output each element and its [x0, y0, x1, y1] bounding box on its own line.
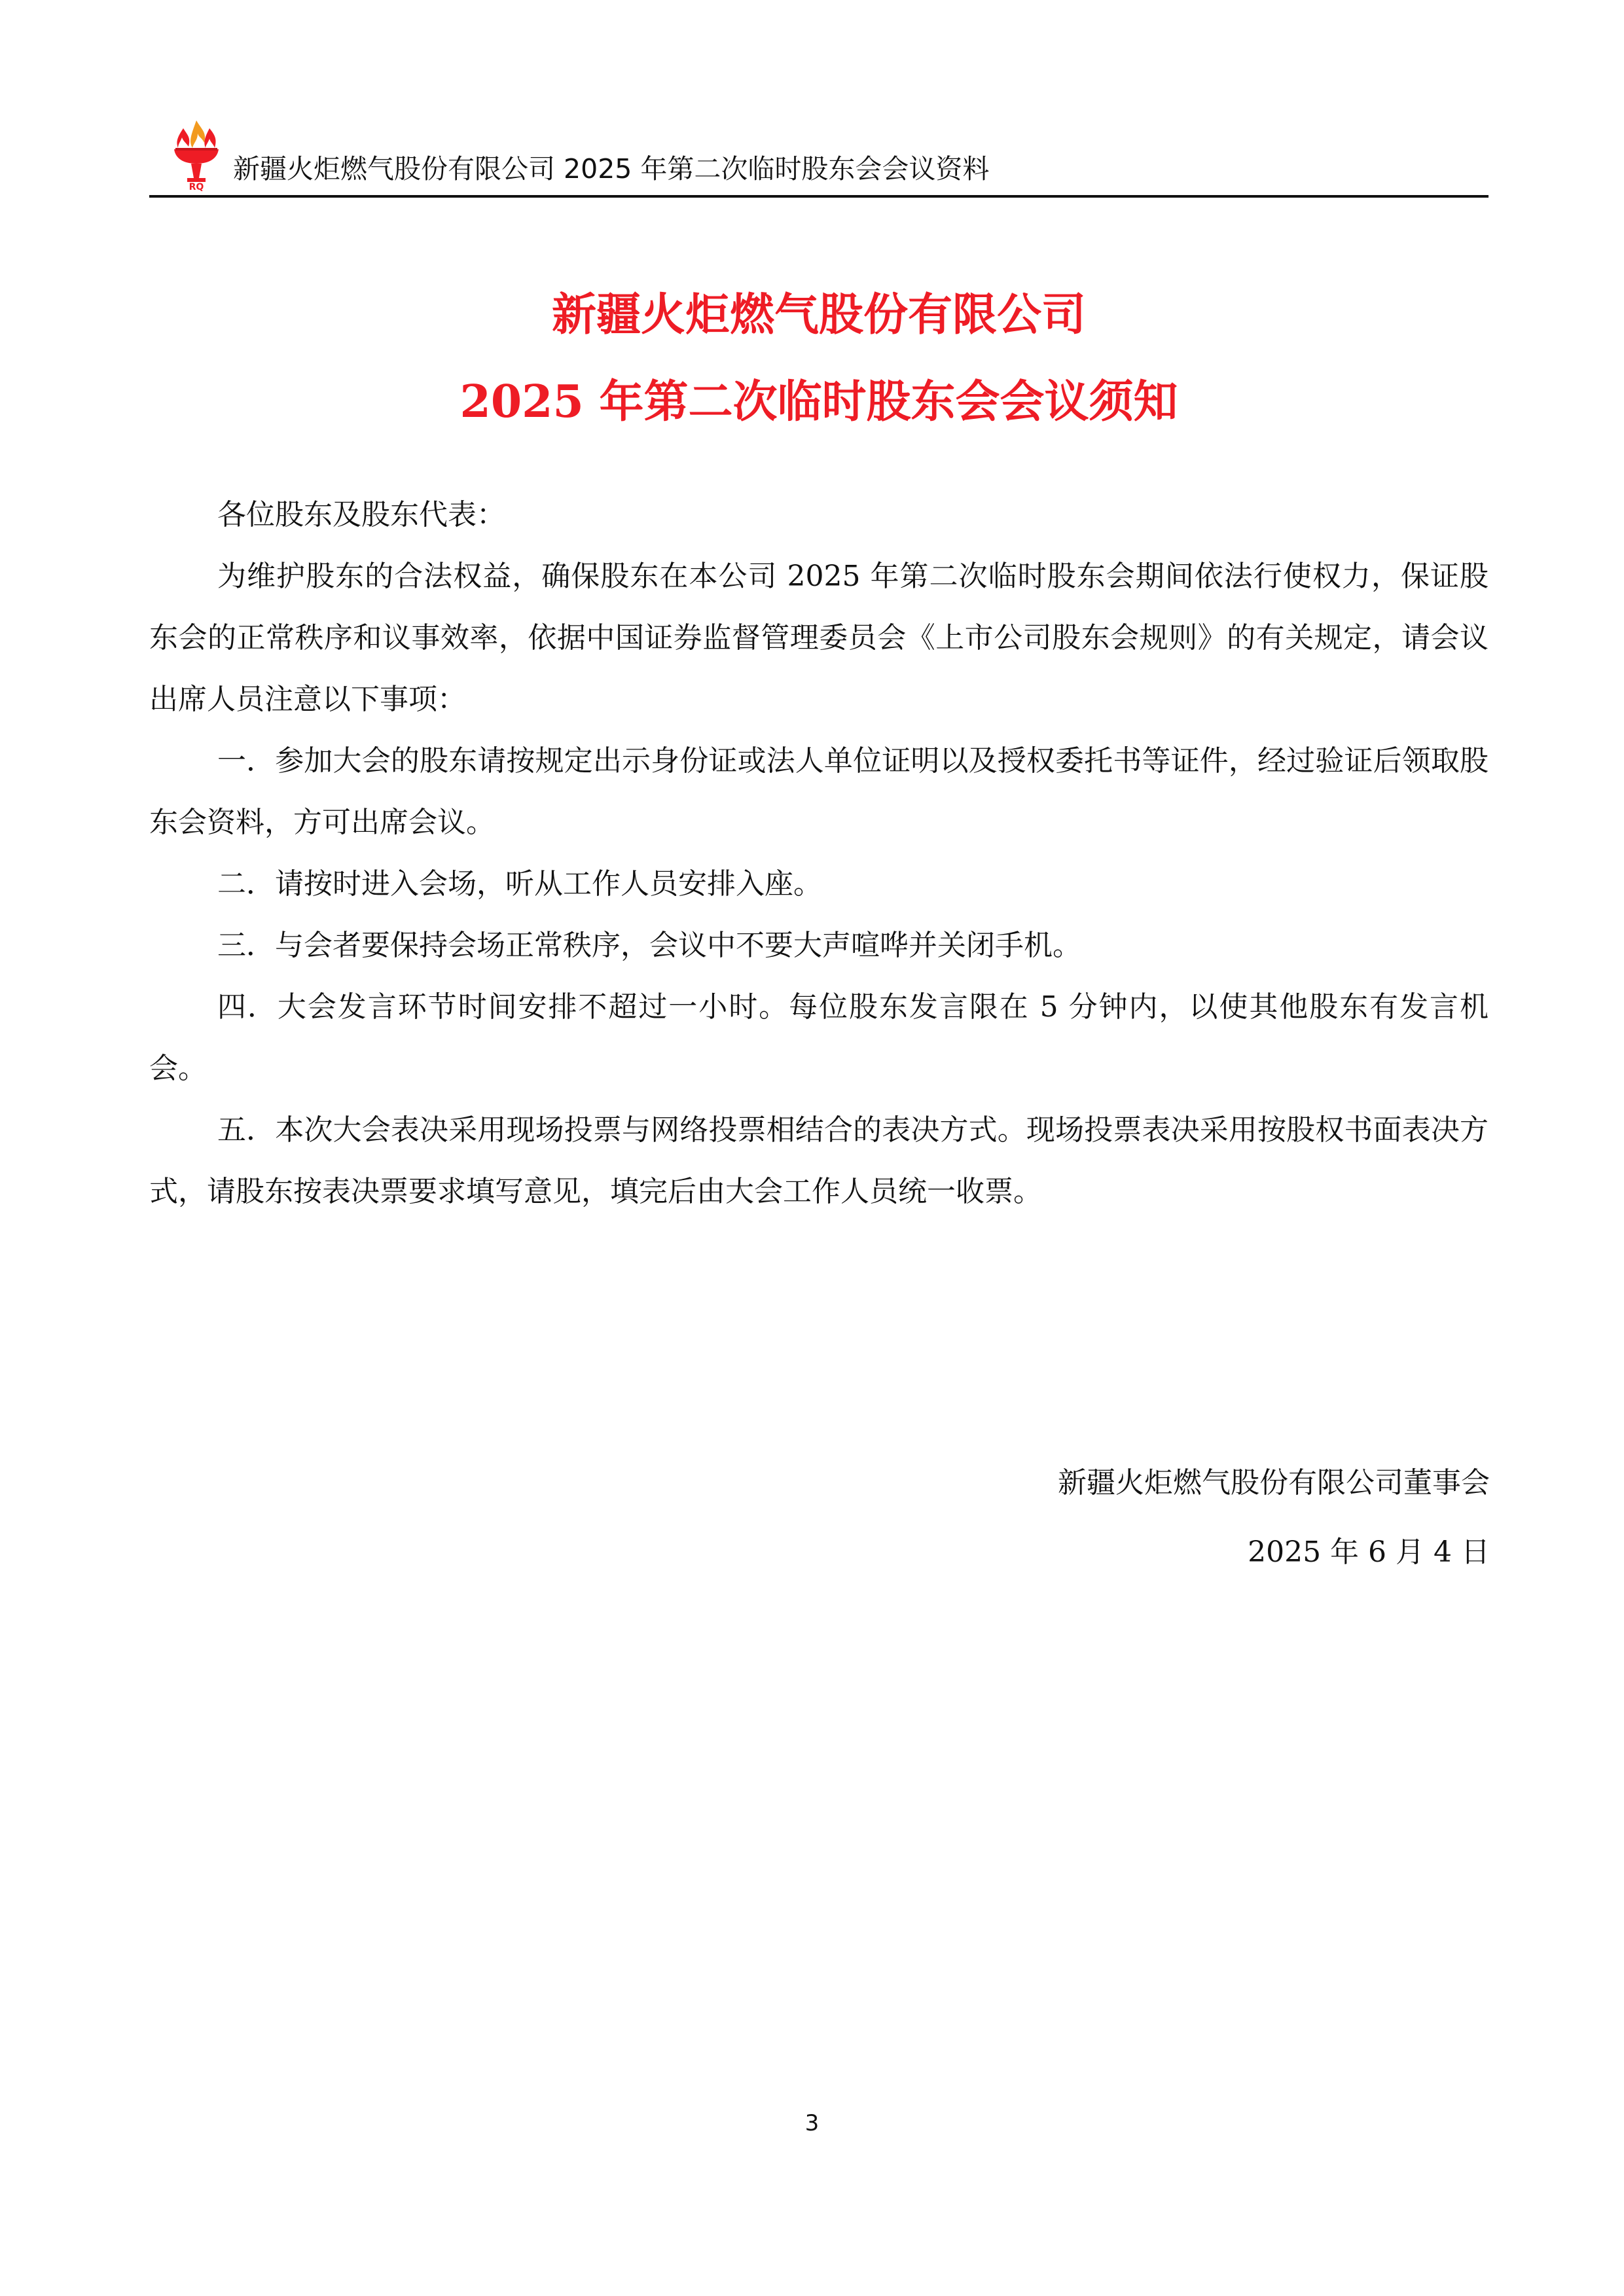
page-header	[149, 110, 1489, 199]
header-divider	[149, 195, 1489, 198]
notice-item-2: 二．请按时进入会场，听从工作人员安排入座。	[217, 867, 822, 901]
document-title-line1: 新疆火炬燃气股份有限公司	[551, 289, 1086, 341]
notice-item-5: 五．本次大会表决采用现场投票与网络投票相结合的表决方式。现场投票表决采用按股权书面表决方式，请股东按表决票要求填写意见，填完后由大会工作人员统一收票。	[149, 1113, 1489, 1208]
document-title-line2: 2025 年第二次临时股东会会议须知	[460, 376, 1178, 428]
issuer-name: 新疆火炬燃气股份有限公司董事会	[1058, 1466, 1490, 1499]
signature-block	[835, 1448, 1490, 1587]
issue-date: 2025 年 6 月 4 日	[1248, 1535, 1490, 1569]
notice-item-1: 一．参加大会的股东请按规定出示身份证或法人单位证明以及授权委托书等证件，经过验证后领取股东会资料，方可出席会议。	[149, 744, 1489, 839]
torch-logo-icon	[169, 118, 224, 191]
greeting: 各位股东及股东代表：	[217, 498, 505, 531]
page-number: 3	[804, 2110, 820, 2136]
notice-item-3: 三．与会者要保持会场正常秩序，会议中不要大声喧哗并关闭手机。	[217, 929, 1081, 962]
svg-text:RQ: RQ	[189, 182, 204, 191]
header-title: 新疆火炬燃气股份有限公司 2025 年第二次临时股东会会议资料	[233, 153, 990, 185]
document-body	[149, 484, 1489, 1223]
intro-paragraph: 为维护股东的合法权益，确保股东在本公司 2025 年第二次临时股东会期间依法行使权力，保证股东会的正常秩序和议事效率，依据中国证券监督管理委员会《上市公司股东会规则》的有关规定，请会议出席人员注意以下事项：	[149, 560, 1489, 716]
notice-item-4: 四．大会发言环节时间安排不超过一小时。每位股东发言限在 5 分钟内，以使其他股东有发言机会。	[149, 990, 1489, 1085]
